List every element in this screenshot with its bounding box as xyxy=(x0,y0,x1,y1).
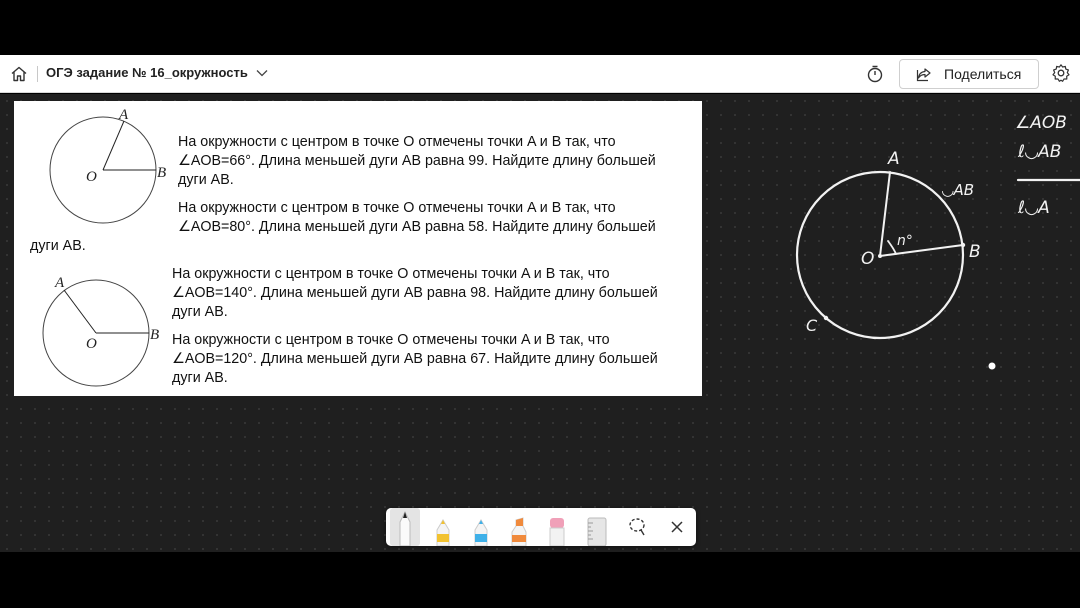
point-b-dot xyxy=(961,243,965,247)
ruler-icon xyxy=(582,508,612,546)
radius-oa xyxy=(880,172,890,256)
problem-4-line-3: дуги AB. xyxy=(172,370,228,386)
fig2-label-a: A xyxy=(55,275,65,291)
fig1-label-a: A xyxy=(119,107,129,123)
fig2-label-b: B xyxy=(150,327,160,343)
board-title: ОГЭ задание № 16_окружность xyxy=(46,65,248,80)
problem-2-line-2: ∠AOB=80°. Длина меньшей дуги AB равна 58. Найдите длину большей xyxy=(178,219,656,235)
circle-figure-2 xyxy=(24,271,176,393)
circle-figure-1 xyxy=(30,107,180,232)
angle-arc xyxy=(888,241,896,254)
lasso-tool[interactable] xyxy=(622,508,652,546)
hand-label-a: A xyxy=(888,149,900,169)
problem-2-line-3: дуги AB. xyxy=(30,238,86,254)
pasted-worksheet[interactable] xyxy=(14,101,702,396)
pen-tool[interactable] xyxy=(390,508,420,546)
hand-label-angle: n° xyxy=(897,233,913,249)
highlighter-icon xyxy=(504,508,534,546)
hand-label-arc-ab: ◡AB xyxy=(942,181,975,199)
home-icon xyxy=(10,65,28,83)
hand-label-o: O xyxy=(861,249,875,269)
hand-formula-angle: ∠AOB xyxy=(1015,113,1067,133)
pen-icon xyxy=(390,508,420,546)
home-button[interactable] xyxy=(8,63,30,85)
highlighter-tool[interactable] xyxy=(504,508,534,546)
fig1-label-o: O xyxy=(86,169,97,185)
eraser-tool[interactable] xyxy=(542,508,572,546)
problem-2-line-1: На окружности с центром в точке O отмечены точки A и B так, что xyxy=(178,200,616,216)
hand-formula-bottom: ℓ◡A xyxy=(1018,198,1050,218)
title-separator xyxy=(37,66,38,82)
hand-formula-arc-length: ℓ◡AB xyxy=(1018,142,1062,162)
problem-3-line-3: дуги AB. xyxy=(172,304,228,320)
hand-label-c: C xyxy=(806,316,818,335)
handwritten-drawing xyxy=(703,94,1080,394)
blue-pen-tool[interactable] xyxy=(466,508,496,546)
point-o-dot xyxy=(878,254,882,258)
timer-button[interactable] xyxy=(865,64,885,84)
problem-4-line-1: На окружности с центром в точке O отмечены точки A и B так, что xyxy=(172,332,610,348)
eraser-icon xyxy=(542,508,572,546)
blue-pen-icon xyxy=(466,508,496,546)
share-button-label: Поделиться xyxy=(944,66,1022,82)
share-icon xyxy=(916,66,932,82)
bottom-letterbox xyxy=(0,552,1080,608)
close-icon xyxy=(662,508,692,546)
point-c-dot xyxy=(824,316,828,320)
title-bar xyxy=(0,55,1080,93)
fig1-label-b: B xyxy=(157,165,167,181)
problem-1-line-2: ∠AOB=66°. Длина меньшей дуги AB равна 99. Найдите длину большей xyxy=(178,153,656,169)
top-letterbox xyxy=(0,0,1080,55)
problem-3-line-2: ∠AOB=140°. Длина меньшей дуги AB равна 98. Найдите длину большей xyxy=(172,285,658,301)
fig2-label-o: O xyxy=(86,336,97,352)
share-button[interactable] xyxy=(899,59,1039,89)
ruler-tool[interactable] xyxy=(582,508,612,546)
gear-icon xyxy=(1051,63,1071,83)
problem-1-line-1: На окружности с центром в точке O отмечены точки A и B так, что xyxy=(178,134,616,150)
close-toolbar-button[interactable] xyxy=(662,508,692,546)
settings-button[interactable] xyxy=(1051,63,1073,85)
timer-icon xyxy=(865,64,885,84)
yellow-pen-tool[interactable] xyxy=(428,508,458,546)
yellow-pen-icon xyxy=(428,508,458,546)
problem-3-line-1: На окружности с центром в точке O отмечены точки A и B так, что xyxy=(172,266,610,282)
problem-4-line-2: ∠AOB=120°. Длина меньшей дуги AB равна 67. Найдите длину большей xyxy=(172,351,658,367)
drawing-toolbar xyxy=(386,508,696,546)
hand-label-b: B xyxy=(969,242,981,262)
chevron-down-icon xyxy=(256,69,268,77)
problem-1-line-3: дуги AB. xyxy=(178,172,234,188)
lasso-icon xyxy=(622,508,652,546)
pointer-dot xyxy=(989,363,996,370)
board-title-dropdown[interactable] xyxy=(46,65,268,80)
